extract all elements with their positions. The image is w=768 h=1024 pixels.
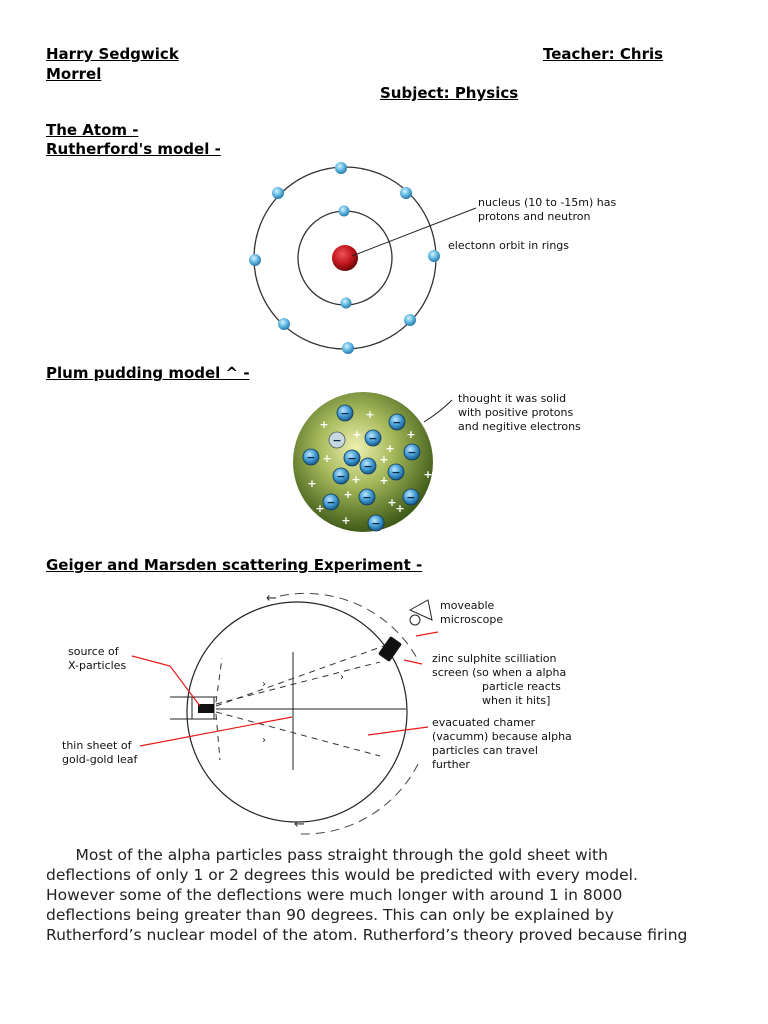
chamber-label-line2: (vacumm) because alpha [432, 730, 572, 743]
svg-text:−: − [362, 491, 372, 504]
source-label: source of [68, 645, 119, 658]
svg-text:−: − [371, 517, 381, 530]
svg-text:›: › [262, 679, 266, 690]
chamber-label-line3: particles can travel [432, 744, 538, 757]
teacher-name-continued: Morrel [46, 65, 102, 83]
chamber-label-line4: further [432, 758, 470, 771]
svg-text:+: + [343, 488, 353, 501]
svg-text:+: + [406, 428, 416, 441]
teacher-name: Teacher: Chris [543, 45, 664, 63]
microscope-label: moveable [440, 599, 495, 612]
plum-label-1: thought it was solid [458, 392, 567, 405]
orbit-label: electonn orbit in rings [448, 239, 570, 252]
svg-text:+: + [352, 428, 362, 441]
svg-text:+: + [379, 453, 389, 466]
rutherford-heading: Rutherford's model - [46, 140, 221, 158]
svg-text:−: − [332, 434, 342, 447]
nucleus [332, 245, 358, 271]
svg-text:›: › [340, 672, 344, 683]
scattering-apparatus [170, 591, 432, 834]
svg-text:−: − [406, 491, 416, 504]
screen-label-line4: when it hits] [482, 694, 551, 707]
svg-text:+: + [379, 474, 389, 487]
body-paragraph [46, 845, 736, 945]
plum-pudding-heading: Plum pudding model ^ - [46, 364, 250, 382]
svg-text:+: + [387, 496, 397, 509]
svg-text:−: − [391, 466, 401, 479]
svg-text:+: + [307, 477, 317, 490]
svg-text:+: + [365, 408, 375, 421]
plum-label-3: and negitive electrons [458, 420, 581, 433]
svg-text:←: ← [266, 591, 277, 606]
svg-text:←: ← [294, 817, 305, 832]
plum-label-line [424, 400, 452, 422]
svg-text:+: + [341, 514, 351, 527]
microscope-label-line2: microscope [440, 613, 504, 626]
svg-text:+: + [319, 418, 329, 431]
screen-label-line2: screen (so when a alpha [432, 666, 567, 679]
plum-label-2: with positive protons [458, 406, 574, 419]
svg-text:−: − [368, 432, 378, 445]
svg-text:−: − [326, 496, 336, 509]
subject: Subject: Physics [380, 84, 519, 102]
geiger-heading: Geiger and Marsden scattering Experiment - [46, 556, 423, 574]
body-line-5: Rutherford’s nuclear model of the atom. Rutherford’s theory proved because firing [46, 926, 688, 944]
svg-text:−: − [340, 407, 350, 420]
student-name: Harry Sedgwick [46, 45, 179, 63]
svg-text:−: − [336, 470, 346, 483]
svg-text:−: − [392, 416, 402, 429]
svg-text:−: − [306, 451, 316, 464]
svg-text:+: + [315, 502, 325, 515]
body-line-2: deflections of only 1 or 2 degrees this would be predicted with every model. [46, 866, 638, 884]
body-line-3: However some of the deflections were much longer with around 1 in 8000 [46, 886, 623, 904]
screen-label-line3: particle reacts [482, 680, 561, 693]
svg-text:−: − [407, 446, 417, 459]
screen-label: zinc sulphite scilliation [432, 652, 557, 665]
svg-text:+: + [423, 468, 433, 481]
body-line-4: deflections being greater than 90 degrees. This can only be explained by [46, 906, 614, 924]
gold-sheet-label: thin sheet of [62, 739, 132, 752]
body-line-1: Most of the alpha particles pass straight through the gold sheet with [46, 846, 608, 864]
source-label-line2: X-particles [68, 659, 127, 672]
nucleus-label: nucleus (10 to -15m) has [478, 196, 617, 209]
chamber-label: evacuated chamer [432, 716, 536, 729]
svg-text:−: − [363, 460, 373, 473]
svg-text:−: − [347, 452, 357, 465]
nucleus-label-line2: protons and neutron [478, 210, 591, 223]
svg-text:+: + [395, 502, 405, 515]
svg-text:+: + [351, 473, 361, 486]
gold-sheet-label-line2: gold-gold leaf [62, 753, 138, 766]
svg-text:›: › [262, 735, 266, 746]
svg-text:+: + [385, 442, 395, 455]
atom-heading: The Atom - [46, 121, 139, 139]
svg-text:+: + [322, 452, 332, 465]
microscope-icon [378, 600, 432, 662]
